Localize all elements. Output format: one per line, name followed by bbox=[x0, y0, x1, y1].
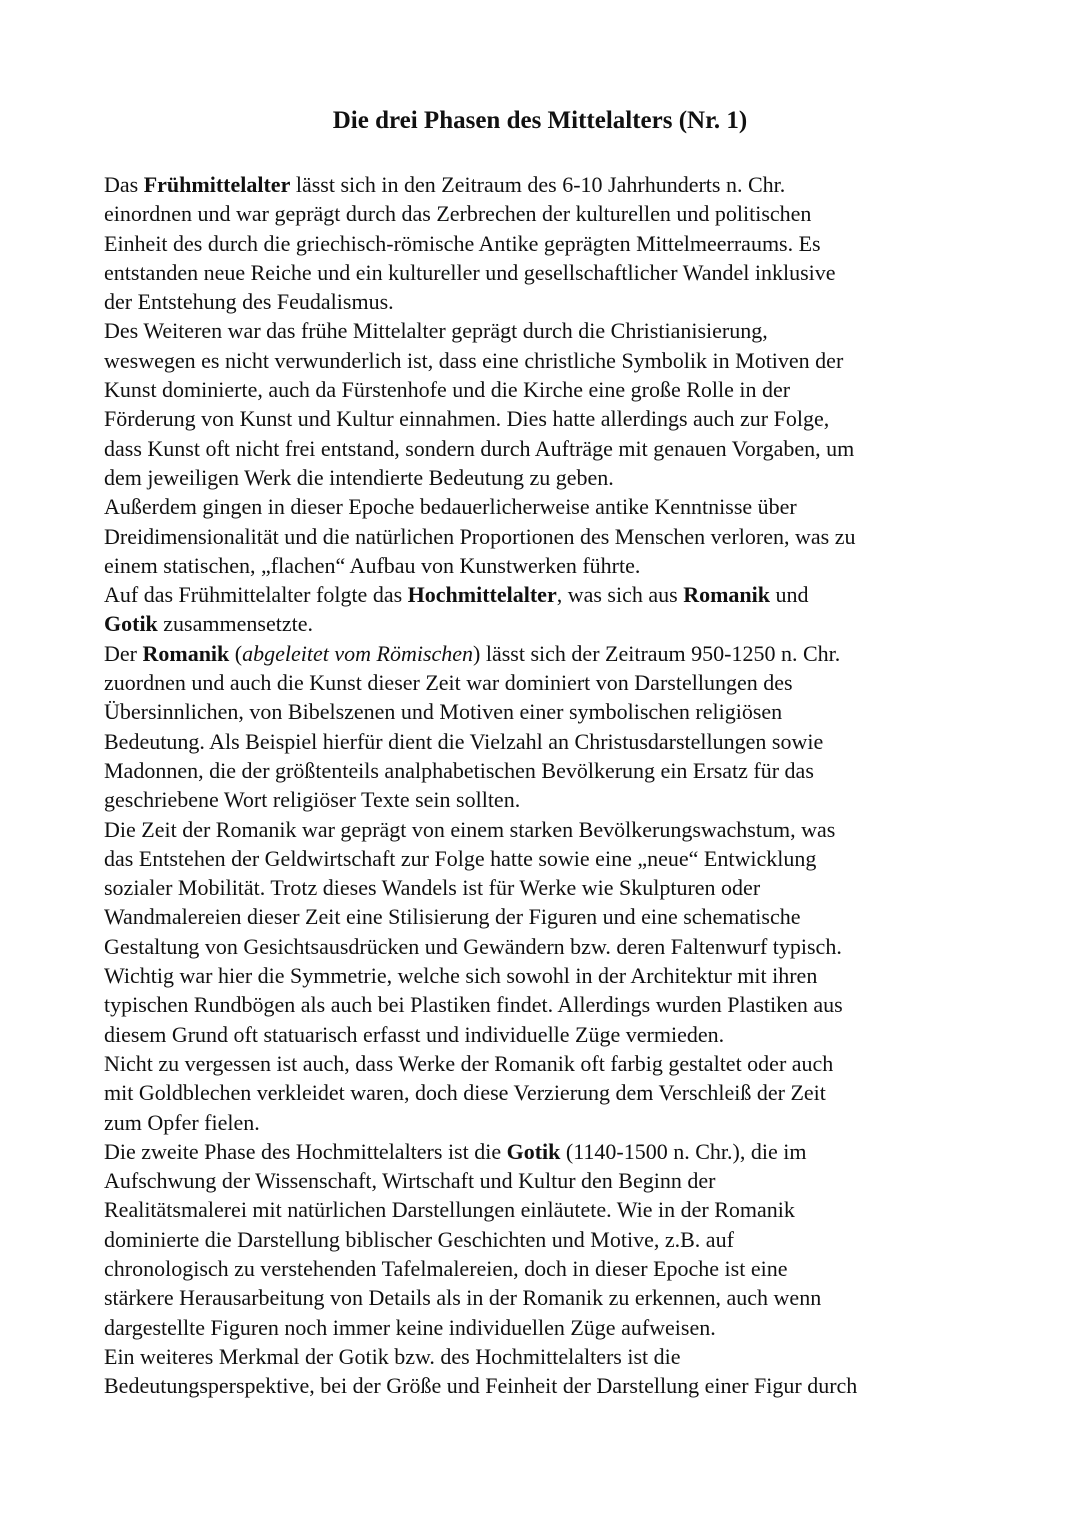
text-run: Übersinnlichen, von Bibelszenen und Motiven einer symbolischen religiösen bbox=[104, 699, 783, 725]
text-run: Förderung von Kunst und Kultur einnahmen. Dies hatte allerdings auch zur Folge, bbox=[104, 406, 830, 432]
text-line bbox=[104, 668, 984, 697]
text-line bbox=[104, 287, 984, 316]
document-title: Die drei Phasen des Mittelalters (Nr. 1) bbox=[332, 107, 748, 134]
text-line bbox=[104, 1137, 984, 1166]
text-run: Wichtig war hier die Symmetrie, welche sich sowohl in der Architektur mit ihren bbox=[104, 963, 818, 989]
text-run: ) lässt sich der Zeitraum 950-1250 n. Chr. bbox=[473, 640, 841, 666]
text-line bbox=[104, 522, 984, 551]
text-run: dargestellte Figuren noch immer keine individuellen Züge aufweisen. bbox=[104, 1314, 716, 1340]
text-run: dem jeweiligen Werk die intendierte Bedeutung zu geben. bbox=[104, 464, 614, 490]
text-line bbox=[104, 1108, 984, 1137]
text-run: Außerdem gingen in dieser Epoche bedauerlicherweise antike Kenntnisse über bbox=[104, 494, 797, 520]
text-run: Einheit des durch die griechisch-römische Antike geprägten Mittelmeerraums. Es bbox=[104, 230, 821, 256]
text-run: Das bbox=[104, 172, 144, 197]
text-run: typischen Rundbögen als auch bei Plastiken findet. Allerdings wurden Plastiken aus bbox=[104, 992, 843, 1018]
bold-term: Frühmittelalter bbox=[143, 172, 291, 197]
text-run: der Entstehung des Feudalismus. bbox=[104, 289, 394, 315]
text-line bbox=[104, 346, 984, 375]
bold-term: Gotik bbox=[506, 1138, 561, 1164]
text-line bbox=[104, 1195, 984, 1224]
text-run: mit Goldblechen verkleidet waren, doch diese Verzierung dem Verschleiß der Zeit bbox=[104, 1080, 826, 1106]
text-line bbox=[104, 258, 984, 287]
text-line bbox=[104, 199, 984, 228]
text-run: lässt sich in den Zeitraum des 6-10 Jahrhunderts n. Chr. bbox=[290, 172, 786, 197]
text-run: geschriebene Wort religiöser Texte sein sollten. bbox=[104, 787, 521, 813]
text-run: sozialer Mobilität. Trotz dieses Wandels ist für Werke wie Skulpturen oder bbox=[104, 875, 761, 901]
bold-term: Romanik bbox=[683, 582, 770, 608]
text-run: weswegen es nicht verwunderlich ist, dass eine christliche Symbolik in Motiven der bbox=[104, 347, 844, 373]
text-run: Aufschwung der Wissenschaft, Wirtschaft und Kultur den Beginn der bbox=[104, 1168, 716, 1194]
text-line bbox=[104, 756, 984, 785]
text-run: einordnen und war geprägt durch das Zerbrechen der kulturellen und politischen bbox=[104, 201, 812, 227]
text-line bbox=[104, 551, 984, 580]
text-line bbox=[104, 961, 984, 990]
text-line bbox=[104, 404, 984, 433]
text-line bbox=[104, 434, 984, 463]
text-run: Des Weiteren war das frühe Mittelalter geprägt durch die Christianisierung, bbox=[104, 318, 768, 344]
text-run: stärkere Herausarbeitung von Details als in der Romanik zu erkennen, auch wenn bbox=[104, 1285, 822, 1311]
bold-term: Gotik bbox=[104, 611, 158, 637]
text-line bbox=[104, 902, 984, 931]
text-run: zusammensetzte. bbox=[157, 611, 313, 637]
text-run: Nicht zu vergessen ist auch, dass Werke der Romanik oft farbig gestaltet oder auch bbox=[104, 1050, 834, 1076]
text-run: diesem Grund oft statuarisch erfasst und individuelle Züge vermieden. bbox=[104, 1021, 725, 1047]
text-run: Gestaltung von Gesichtsausdrücken und Gewändern bzw. deren Faltenwurf typisch. bbox=[104, 933, 842, 959]
italic-note: abgeleitet vom Römischen bbox=[242, 640, 474, 666]
text-run: zuordnen und auch die Kunst dieser Zeit war dominiert von Darstellungen des bbox=[104, 670, 793, 696]
text-line bbox=[104, 1283, 984, 1312]
text-run: Auf das Frühmittelalter folgte das bbox=[104, 582, 408, 608]
text-run: chronologisch zu verstehenden Tafelmalereien, doch in dieser Epoche ist eine bbox=[104, 1255, 788, 1281]
text-line bbox=[104, 727, 984, 756]
text-line bbox=[104, 1020, 984, 1049]
text-line bbox=[104, 1342, 984, 1371]
text-line bbox=[104, 1225, 984, 1254]
text-run: Madonnen, die der größtenteils analphabetischen Bevölkerung ein Ersatz für das bbox=[104, 757, 814, 783]
text-line bbox=[104, 697, 984, 726]
text-run: Der bbox=[104, 640, 143, 666]
text-run: entstanden neue Reiche und ein kultureller und gesellschaftlicher Wandel inklusive bbox=[104, 259, 836, 285]
text-run: dominierte die Darstellung biblischer Geschichten und Motive, z.B. auf bbox=[104, 1226, 734, 1252]
text-line bbox=[104, 844, 984, 873]
text-line bbox=[104, 1313, 984, 1342]
text-run: (1140-1500 n. Chr.), die im bbox=[560, 1138, 807, 1164]
text-run: das Entstehen der Geldwirtschaft zur Folge hatte sowie eine „neue“ Entwicklung bbox=[104, 845, 817, 871]
text-run: und bbox=[770, 582, 809, 608]
bold-term: Romanik bbox=[142, 640, 230, 666]
text-line bbox=[104, 580, 984, 609]
text-line bbox=[104, 1049, 984, 1078]
text-line bbox=[104, 316, 984, 345]
text-line bbox=[104, 463, 984, 492]
text-run: Die zweite Phase des Hochmittelalters ist die bbox=[104, 1138, 507, 1164]
text-line bbox=[104, 785, 984, 814]
text-run: ( bbox=[229, 640, 243, 666]
text-run: Die Zeit der Romanik war geprägt von einem starken Bevölkerungswachstum, was bbox=[104, 816, 836, 842]
text-line bbox=[104, 990, 984, 1019]
text-run: Kunst dominierte, auch da Fürstenhofe und die Kirche eine große Rolle in der bbox=[104, 377, 791, 403]
text-line bbox=[104, 1166, 984, 1195]
text-line bbox=[104, 170, 984, 199]
text-line bbox=[104, 873, 984, 902]
document-body bbox=[104, 170, 984, 1400]
text-line bbox=[104, 1078, 984, 1107]
text-run: zum Opfer fielen. bbox=[104, 1109, 260, 1135]
text-run: Realitätsmalerei mit natürlichen Darstellungen einläutete. Wie in der Romanik bbox=[104, 1197, 795, 1223]
text-line bbox=[104, 1371, 984, 1400]
text-run: Ein weiteres Merkmal der Gotik bzw. des Hochmittelalters ist die bbox=[104, 1343, 681, 1369]
text-line bbox=[104, 815, 984, 844]
text-run: , was sich aus bbox=[556, 582, 684, 608]
text-line bbox=[104, 492, 984, 521]
text-line bbox=[104, 1254, 984, 1283]
text-line bbox=[104, 932, 984, 961]
text-line bbox=[104, 375, 984, 404]
text-run: Bedeutung. Als Beispiel hierfür dient die Vielzahl an Christusdarstellungen sowie bbox=[104, 728, 824, 754]
text-run: Bedeutungsperspektive, bei der Größe und Feinheit der Darstellung einer Figur durch bbox=[104, 1373, 858, 1399]
text-run: dass Kunst oft nicht frei entstand, sondern durch Aufträge mit genauen Vorgaben, um bbox=[104, 435, 855, 461]
text-line bbox=[104, 229, 984, 258]
bold-term: Hochmittelalter bbox=[407, 582, 557, 608]
text-run: Wandmalereien dieser Zeit eine Stilisierung der Figuren und eine schematische bbox=[104, 904, 801, 930]
text-run: Dreidimensionalität und die natürlichen Proportionen des Menschen verloren, was zu bbox=[104, 523, 856, 549]
text-line bbox=[104, 639, 984, 668]
text-line bbox=[104, 609, 984, 638]
text-run: einem statischen, „flachen“ Aufbau von Kunstwerken führte. bbox=[104, 552, 641, 578]
